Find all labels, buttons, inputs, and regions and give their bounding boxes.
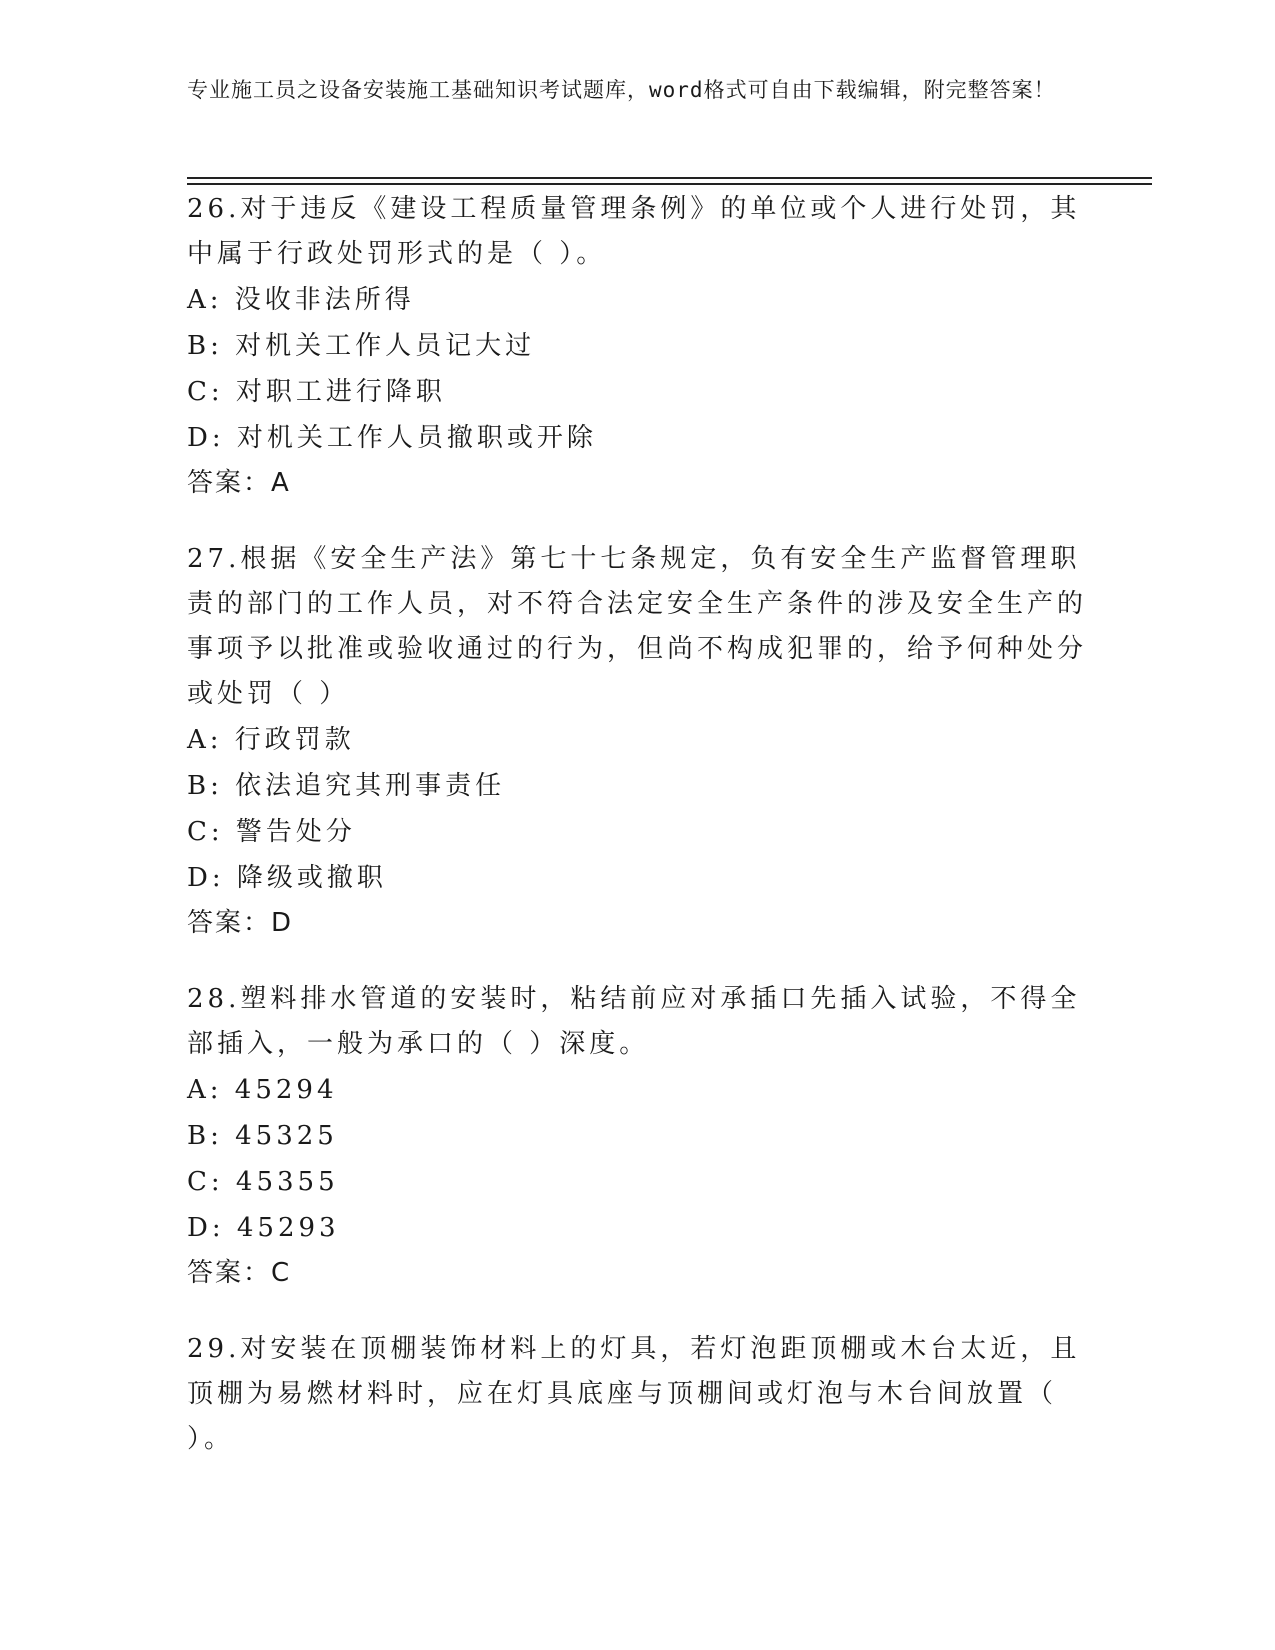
document-header — [187, 74, 1067, 107]
option-a: A: 行政罚款 — [187, 725, 355, 755]
question-list — [187, 187, 1087, 1462]
answer: 答案：C — [187, 1258, 292, 1288]
answer: 答案：A — [187, 468, 291, 498]
option-c: C: 警告处分 — [187, 817, 356, 847]
question-stem: 27.根据《安全生产法》第七十七条规定，负有安全生产监督管理职责的部门的工作人员，对不符合法定安全生产条件的涉及安全生产的事项予以批准或验收通过的行为，但尚不构成犯罪的，给予何种处分或处罚（ ） — [187, 544, 1088, 709]
option-c: C: 45355 — [187, 1167, 339, 1197]
header-rule-top — [187, 177, 1152, 179]
question-stem: 29.对安装在顶棚装饰材料上的灯具，若灯泡距顶棚或木台太近，且顶棚为易燃材料时，应在灯具底座与顶棚间或灯泡与木台间放置（ ）。 — [187, 1334, 1081, 1454]
option-d: D: 降级或撤职 — [187, 863, 387, 893]
option-a: A: 没收非法所得 — [187, 285, 415, 315]
option-d: D: 对机关工作人员撤职或开除 — [187, 423, 597, 453]
answer: 答案：D — [187, 908, 294, 938]
option-b: B: 对机关工作人员记大过 — [187, 331, 536, 361]
header-rule-bottom — [187, 183, 1152, 185]
option-d: D: 45293 — [187, 1213, 340, 1243]
question-29 — [187, 1327, 1087, 1462]
header-title: 专业施工员之设备安装施工基础知识考试题库，word格式可自由下载编辑，附完整答案！ — [187, 78, 1056, 102]
option-c: C: 对职工进行降职 — [187, 377, 446, 407]
option-b: B: 依法追究其刑事责任 — [187, 771, 506, 801]
question-stem: 26.对于违反《建设工程质量管理条例》的单位或个人进行处罚，其中属于行政处罚形式的是（ ）。 — [187, 194, 1081, 269]
option-b: B: 45325 — [187, 1121, 338, 1151]
question-26 — [187, 187, 1087, 505]
question-28 — [187, 977, 1087, 1295]
option-a: A: 45294 — [187, 1075, 338, 1105]
question-stem: 28.塑料排水管道的安装时，粘结前应对承插口先插入试验，不得全部插入，一般为承口的（ ）深度。 — [187, 984, 1081, 1059]
question-27 — [187, 537, 1087, 945]
